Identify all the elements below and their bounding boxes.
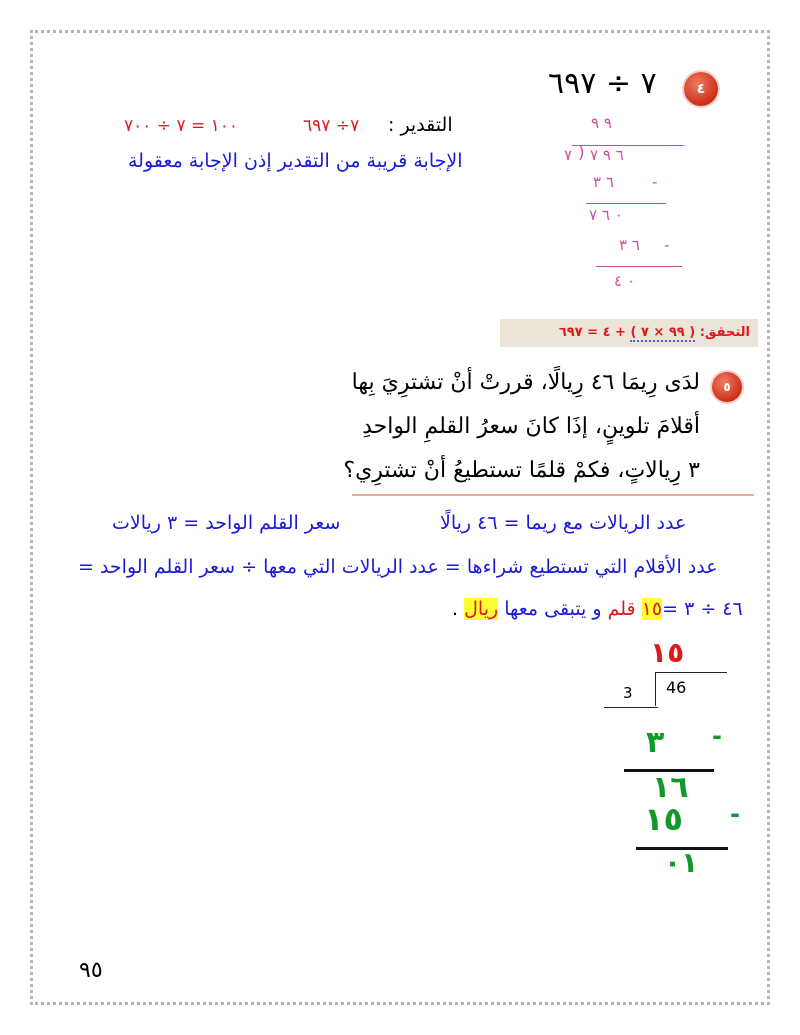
- ld2-minus-2: -: [730, 800, 740, 828]
- ld1-remainder-1: ٠ ٦ ٧: [589, 206, 623, 224]
- answer-value: ١٥: [641, 598, 663, 620]
- ld1-bracket: ): [578, 143, 585, 163]
- ld1-minus-2: -: [664, 236, 670, 254]
- answer-remainder: ريال: [464, 598, 499, 620]
- ld1-minus-1: -: [652, 173, 658, 191]
- ld2-bottom-bar: [604, 707, 658, 708]
- ld2-quotient: ١٥: [650, 636, 685, 669]
- answer-unit: قلم: [607, 598, 636, 620]
- ld1-line-1: [586, 203, 666, 204]
- problem-number-badge: ٤: [684, 72, 718, 106]
- ld1-top-bar: [572, 145, 684, 146]
- verify-label: التحقق:: [699, 325, 750, 340]
- word-problem-line-2: أقلامَ تلوينٍ، إذَا كانَ سعرُ القلمِ الواحدِ: [362, 414, 700, 439]
- ld2-bracket: [655, 672, 656, 706]
- verify-product: ( ٩٩ × ٧ ): [630, 325, 696, 340]
- ld2-subtrahend-1: ٣: [646, 725, 665, 760]
- ld1-dividend: ٦ ٩ ٧: [590, 146, 624, 164]
- word-problem-underline: [352, 494, 754, 496]
- ld2-divisor: 3: [623, 684, 633, 702]
- answer-expression: ٤٦ ÷ ٣ =: [662, 598, 743, 620]
- verification-box: [500, 319, 758, 347]
- ld1-remainder-2: ٠ ٤: [614, 272, 635, 290]
- page-number: ٩٥: [79, 958, 103, 983]
- conclusion-text: الإجابة قريبة من التقدير إذن الإجابة معقولة: [128, 150, 463, 172]
- word-problem-line-3: ٣ رِيالاتٍ، فكمْ قلمًا تستطيعُ أنْ تشترِي؟: [343, 458, 700, 483]
- fact-pen-price: سعر القلم الواحد = ٣ ريالات: [112, 512, 341, 534]
- ld1-quotient: ٩ ٩: [591, 114, 612, 132]
- ld1-line-2: [596, 266, 682, 267]
- estimate-expression: ٧÷ ٦٩٧: [303, 116, 360, 136]
- ld2-remainder-1: ١٦: [652, 770, 689, 805]
- problem-number-badge-2: ٥: [712, 372, 742, 402]
- word-problem-line-1: لدَى رِيمَا ٤٦ رِيالًا، قررتْ أنْ تشترِيَ بِها: [351, 370, 700, 395]
- ld1-divisor: ٧: [564, 146, 573, 164]
- estimate-label: التقدير :: [388, 114, 453, 136]
- fact-riyals: عدد الريالات مع ريما = ٤٦ ريالًا: [440, 512, 687, 534]
- ld2-subtrahend-2: ١٥: [644, 800, 684, 838]
- answer-end: .: [452, 598, 459, 620]
- problem-expression: ٧ ÷ ٦٩٧: [548, 66, 657, 101]
- answer-conjunction: و يتبقى معها: [504, 598, 602, 620]
- ld2-minus-1: -: [712, 722, 722, 750]
- answer-line: [452, 598, 743, 620]
- ld1-subtrahend-2: ٦ ٣: [619, 236, 640, 254]
- estimate-result: ١٠٠ = ٧ ÷ ٧٠٠: [124, 116, 239, 136]
- ld2-top-bar: [655, 672, 727, 673]
- ld2-dividend: 46: [666, 678, 687, 697]
- verify-rest: + ٤ = ٦٩٧: [558, 325, 626, 340]
- ld2-remainder-2: ٠١: [664, 846, 699, 879]
- formula-text: عدد الأقلام التي تستطيع شراءها = عدد الريالات التي معها ÷ سعر القلم الواحد =: [78, 556, 718, 578]
- ld1-subtrahend-1: ٦ ٣: [593, 173, 614, 191]
